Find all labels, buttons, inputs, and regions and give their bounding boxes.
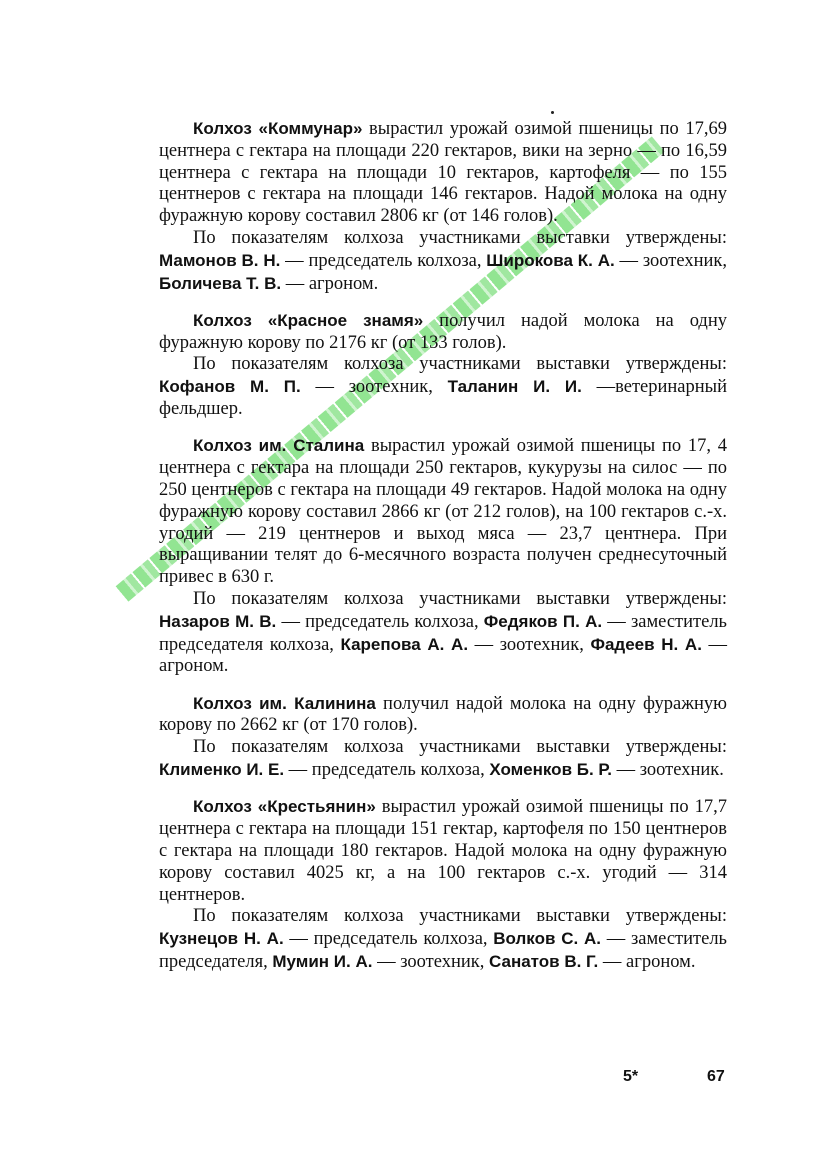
print-speck <box>551 111 554 114</box>
kolkhoz-achievements-paragraph <box>159 693 727 738</box>
text-run: По показателям колхоза участниками выставки утверждены: <box>193 227 727 248</box>
text-run: — председатель колхоза, <box>280 250 487 271</box>
kolkhoz-achievements-paragraph <box>159 118 727 228</box>
text-run: — агроном. <box>281 273 379 294</box>
text-run: вырастил урожай озимой пшеницы по 17,7 центнера с гектара на площади 151 гектар, картофеля по 150 центнеров с гектара на площади 180 гектаров. Надой молока на одну фуражную корову составил 4025 кг, а на 100 гектаров с.-х. угодий — 314 центнеров. <box>159 797 727 905</box>
bold-name-run: Колхоз «Красное знамя» <box>193 310 424 330</box>
text-run: получил надой молока на одну фуражную корову по 2662 кг (от 170 голов). <box>159 693 727 736</box>
kolkhoz-entry <box>159 796 727 973</box>
bold-name-run: Кузнецов Н. А. <box>159 929 284 949</box>
bold-name-run: Боличева Т. В. <box>159 273 282 293</box>
bold-name-run: Кофанов М. П. <box>159 377 301 397</box>
text-run: — зоотехник, <box>614 250 727 271</box>
exhibition-participants-paragraph <box>159 737 727 782</box>
text-run: — зоотехник, <box>300 377 448 398</box>
bold-name-run: Мумин И. А. <box>272 951 373 971</box>
text-run: — агроном. <box>159 634 728 677</box>
bold-name-run: Колхоз «Крестьянин» <box>193 797 376 817</box>
bold-name-run: Санатов В. Г. <box>489 951 599 971</box>
text-run: По показателям колхоза участниками выставки утверждены: <box>193 737 727 758</box>
text-run: По показателям колхоза участниками выставки утверждены: <box>193 354 727 375</box>
text-run: По показателям колхоза участниками выставки утверждены: <box>193 588 727 609</box>
text-run: — зоотехник. <box>611 760 724 781</box>
kolkhoz-achievements-paragraph <box>159 310 727 355</box>
exhibition-participants-paragraph <box>159 354 727 420</box>
text-run: —ветеринарный фельдшер. <box>159 377 727 420</box>
kolkhoz-entry <box>159 118 727 295</box>
text-run: — зоотехник, <box>468 634 591 655</box>
kolkhoz-entry <box>159 310 727 421</box>
text-run: — председатель колхоза, <box>283 929 494 950</box>
bold-name-run: Назаров М. В. <box>159 611 277 631</box>
printer-signature-mark: 5* <box>623 1068 639 1085</box>
text-run: вырастил урожай озимой пшеницы по 17,69 центнера с гектара на площади 220 гектаров, вики на зерно — по 16,59 центнера с гектара на площади 10 гектаров, картофеля — по 155 центнеров с гектара на площади 146 гектаров. Надой молока на одну фуражную корову составил 2806 кг (от 146 голов). <box>159 119 727 227</box>
text-run: — председатель колхоза, <box>276 611 484 632</box>
exhibition-participants-paragraph <box>159 589 727 678</box>
kolkhoz-entry <box>159 693 727 782</box>
text-run: вырастил урожай озимой пшеницы по 17, 4 центнера с гектара на площади 250 гектаров, кукурузы на силос — по 250 центнеров с гектара на площади 49 гектаров. Надой молока на одну фуражную корову составил 2866 кг (от 212 голов), на 100 гектаров с.-х. угодий — 219 центнеров и выход мяса — 23,7 центнера. При выращивании телят до 6-месячного возраста получен среднесуточный привес в 630 г. <box>159 436 727 588</box>
bold-name-run: Федяков П. А. <box>483 611 603 631</box>
bold-name-run: Широкова К. А. <box>486 250 615 270</box>
bold-name-run: Колхоз им. Калинина <box>193 693 376 713</box>
page-footer <box>0 1068 834 1092</box>
text-run: — зоотехник, <box>372 951 489 972</box>
bold-name-run: Таланин И. И. <box>447 377 582 397</box>
kolkhoz-achievements-paragraph <box>159 796 727 906</box>
bold-name-run: Хоменков Б. Р. <box>489 760 612 780</box>
text-run: — председатель колхоза, <box>284 760 490 781</box>
text-run: — заместитель председателя, <box>159 929 727 972</box>
text-run: получил надой молока на одну фуражную корову по 2176 кг (от 133 голов). <box>159 310 727 353</box>
exhibition-participants-paragraph <box>159 906 727 973</box>
bold-name-run: Карепова А. А. <box>340 634 469 654</box>
text-run: — заместитель председателя колхоза, <box>159 611 727 655</box>
exhibition-participants-paragraph <box>159 228 727 295</box>
bold-name-run: Колхоз «Коммунар» <box>193 119 363 138</box>
bold-name-run: Волков С. А. <box>493 929 602 949</box>
kolkhoz-entry <box>159 435 727 678</box>
bold-name-run: Колхоз им. Сталина <box>193 436 365 456</box>
bold-name-run: Клименко И. Е. <box>159 760 285 780</box>
kolkhoz-achievements-paragraph <box>159 435 727 589</box>
bold-name-run: Фадеев Н. А. <box>590 634 702 654</box>
bold-name-run: Мамонов В. Н. <box>159 250 281 270</box>
page-number: 67 <box>707 1068 725 1085</box>
text-run: — агроном. <box>598 951 696 972</box>
page-body-text <box>159 118 727 988</box>
text-run: По показателям колхоза участниками выставки утверждены: <box>193 906 727 927</box>
